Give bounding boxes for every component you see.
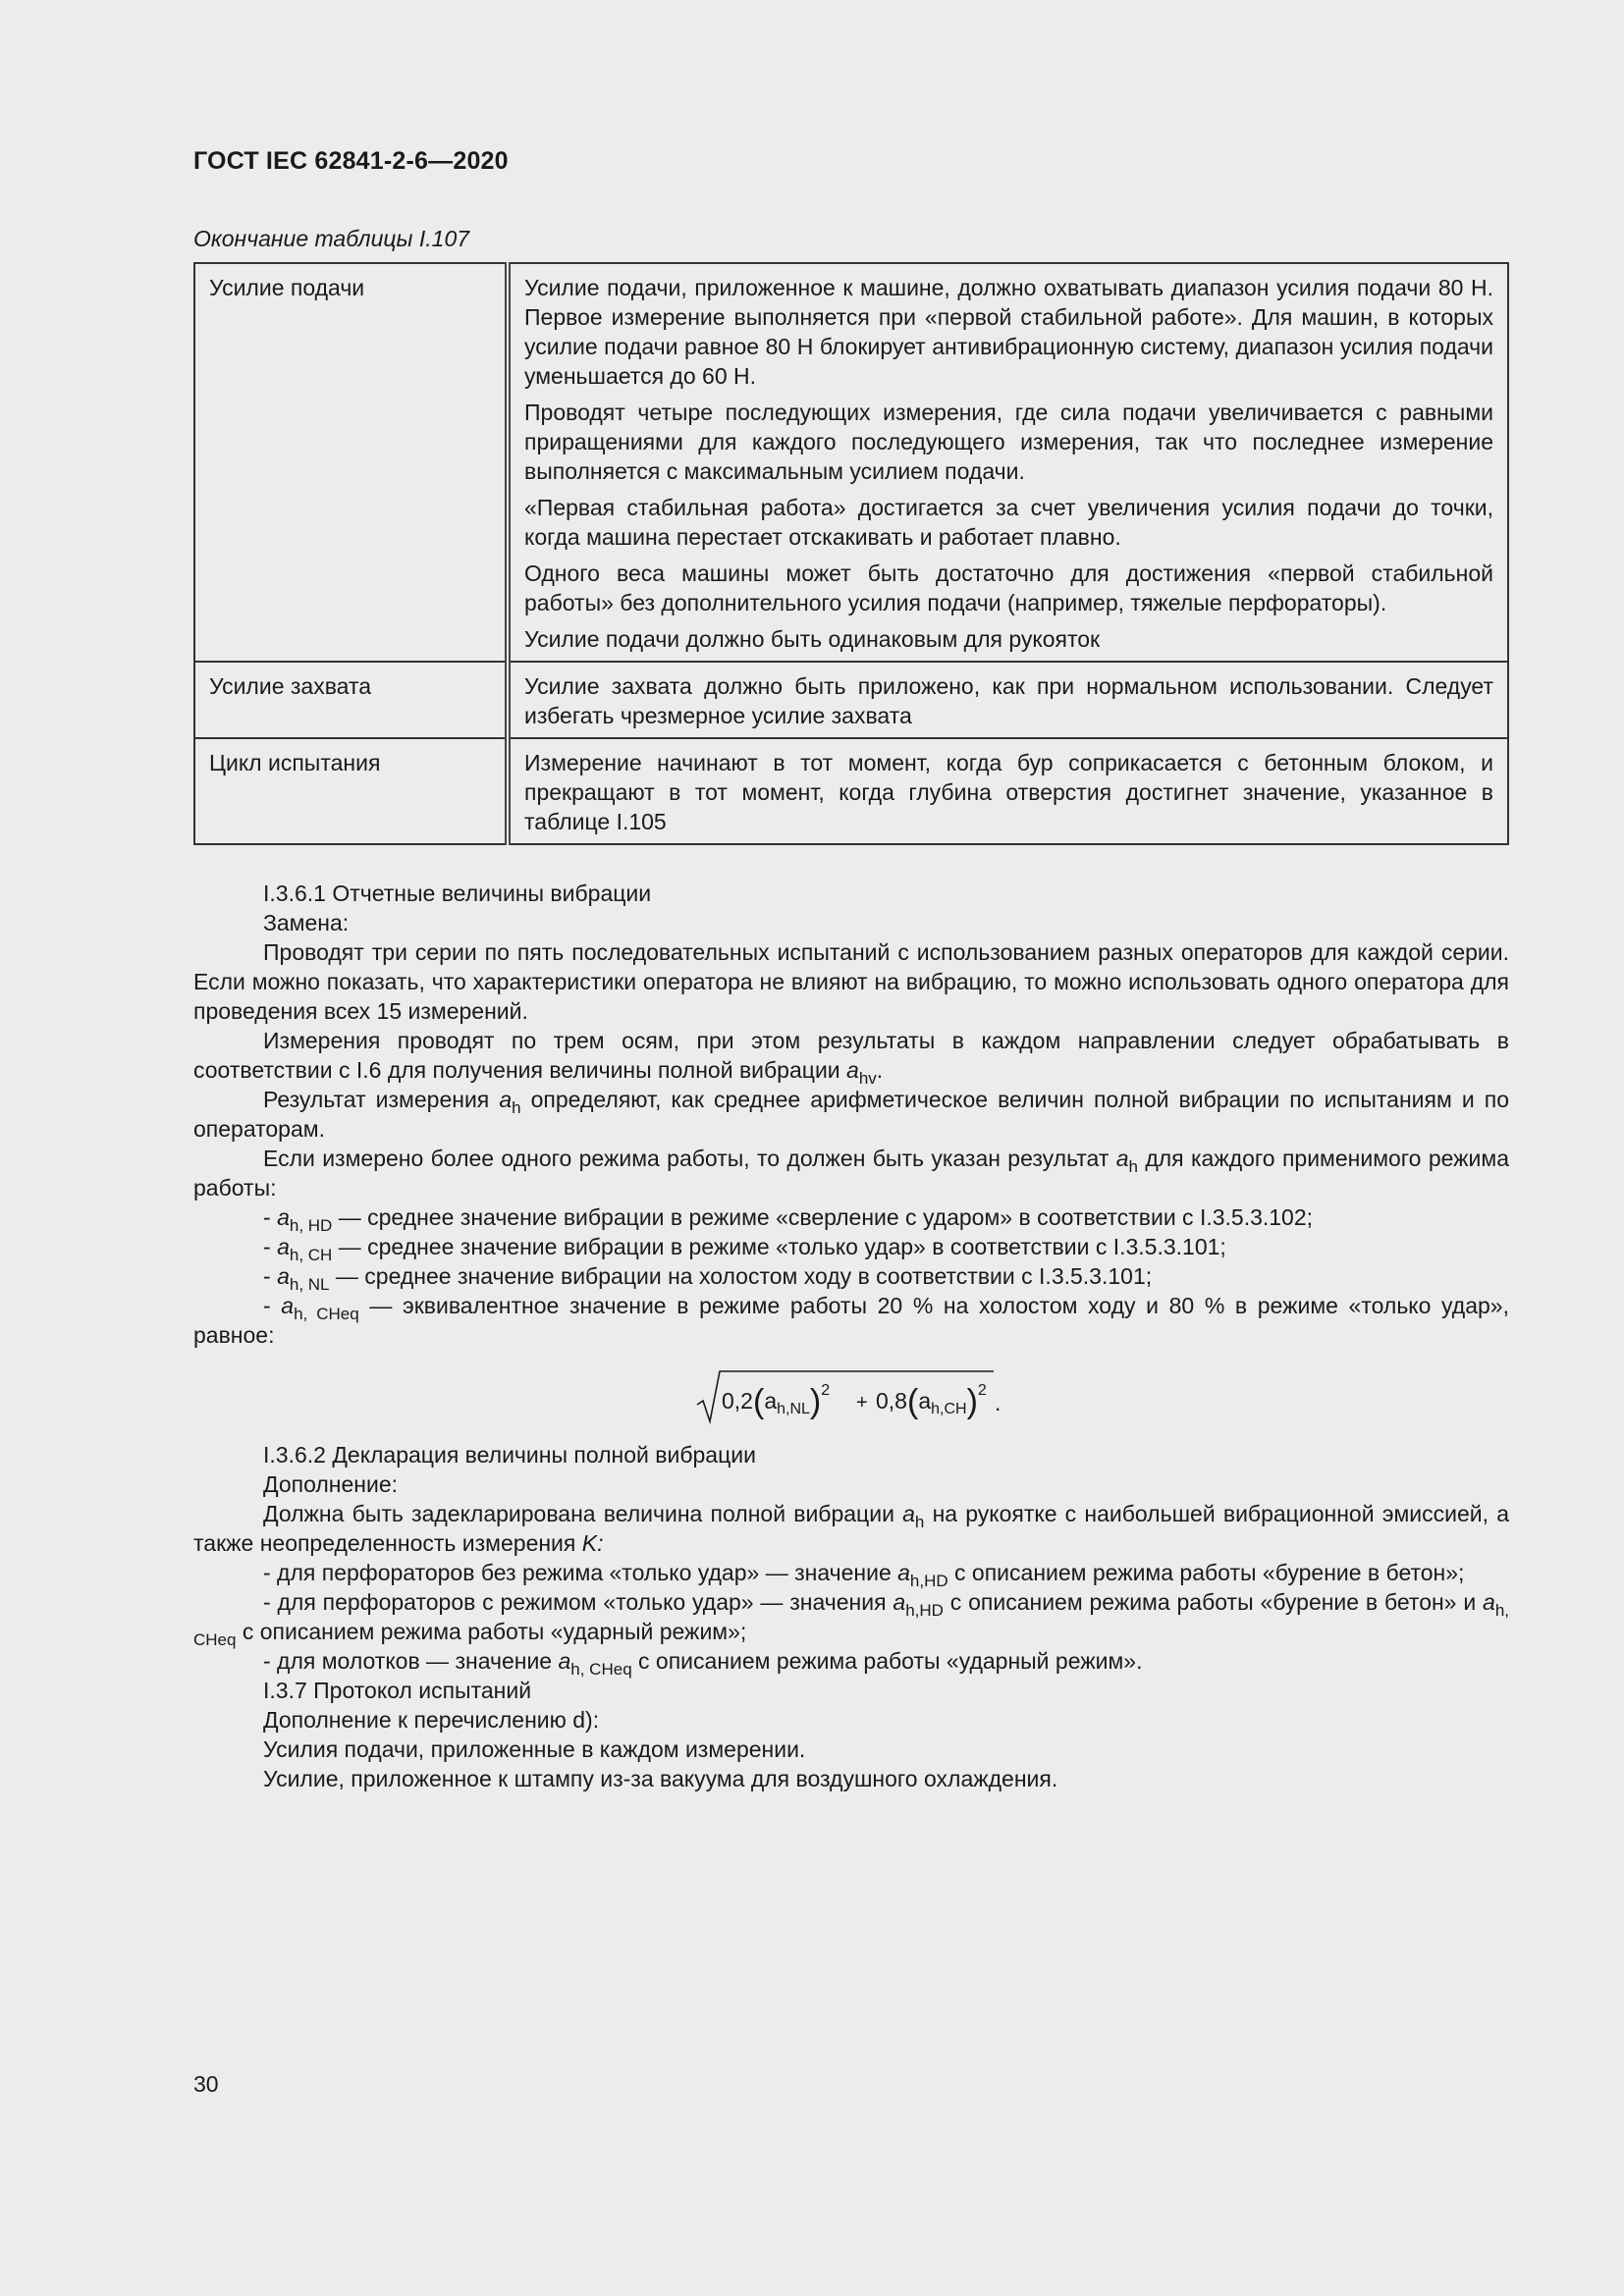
list-item: - для перфораторов без режима «только удар» — значение $a_{h,HD}$ с описанием режима работы «бурение в бетон»; [263, 1560, 1465, 1590]
row-label: Усилие подачи [194, 263, 508, 662]
document-body [193, 879, 1509, 1793]
list-item: - $a_{h, CH}$ — среднее значение вибрации в режиме «только удар» в соответствии с I.3.5.3.101; [263, 1234, 1226, 1264]
cell-paragraph: Одного веса машины может быть достаточно для достижения «первой стабильной работы» без дополнительного усилия подачи (например, тяжелые перфораторы). [524, 561, 1493, 615]
list-item: - для перфораторов с режимом «только удар» — значения $a_{h,HD}$ с описанием режима работы «бурение в бетон» и $a_{h, CHeq}$ с описанием режима работы «ударный режим»; [193, 1589, 1509, 1649]
formula-period: . [995, 1390, 1001, 1415]
paragraph: Результат измерения $a_h$ определяют, как среднее арифметическое величин полной вибрации по испытаниям и по операторам. [193, 1087, 1509, 1142]
document-code-header: ГОСТ IEC 62841-2-6—2020 [193, 147, 509, 175]
table-row [194, 263, 1508, 662]
amendment-label: Замена: [263, 910, 350, 935]
list-item: - $a_{h, CHeq}$ — эквивалентное значение в режиме работы 20 % на холостом ходу и 80 % в режиме «только удар», равное: [193, 1293, 1509, 1348]
formula-term-2: $0,8(a_{h,CH})^2$ [876, 1382, 987, 1420]
equivalent-vibration-formula [193, 1365, 1509, 1426]
list-item: - для молотков — значение $a_{h, CHeq}$ с описанием режима работы «ударный режим». [263, 1648, 1143, 1679]
row-description [508, 263, 1508, 662]
paragraph: Проводят три серии по пять последовательных испытаний с использованием разных операторов для каждой серии. Если можно показать, что характеристики оператора не влияют на вибрацию, то можно использовать одного оператора для проведения всех 15 измерений. [193, 939, 1509, 1024]
row-label: Цикл испытания [194, 738, 508, 844]
row-description [508, 738, 1508, 844]
page-number: 30 [193, 2071, 219, 2097]
cell-paragraph: Усилие подачи должно быть одинаковым для рукояток [524, 626, 1101, 652]
paragraph: Усилия подачи, приложенные в каждом измерении. [263, 1736, 806, 1762]
table-row [194, 662, 1508, 738]
test-conditions-table [193, 262, 1509, 845]
paragraph: Измерения проводят по трем осям, при этом результаты в каждом направлении следует обрабатывать в соответствии с I.6 для получения величины полной вибрации $a_{hv}$. [193, 1028, 1509, 1088]
cell-paragraph: «Первая стабильная работа» достигается за счет увеличения усилия подачи до точки, когда машина перестает отскакивать и работает плавно. [524, 495, 1493, 550]
cell-paragraph: Измерение начинают в тот момент, когда бур соприкасается с бетонным блоком, и прекращают в тот момент, когда глубина отверстия достигнет значение, указанное в таблице I.105 [524, 750, 1493, 834]
paragraph: Усилие, приложенное к штампу из-за вакуума для воздушного охлаждения. [263, 1766, 1058, 1791]
section-heading: I.3.6.2 Декларация величины полной вибрации [263, 1442, 756, 1468]
plus-sign: + [856, 1392, 868, 1414]
cell-paragraph: Проводят четыре последующих измерения, где сила подачи увеличивается с равными приращениями для каждого последующего измерения, так что последнее измерение выполняется с максимальным усилием подачи. [524, 400, 1493, 484]
paragraph: Должна быть задекларирована величина полной вибрации $a_h$ на рукоятке с наибольшей вибрационной эмиссией, а также неопределенность измерения K: [193, 1501, 1509, 1556]
table-caption: Окончание таблицы I.107 [193, 226, 470, 251]
row-label: Усилие захвата [194, 662, 508, 738]
amendment-label: Дополнение к перечислению d): [263, 1707, 600, 1733]
cell-paragraph: Усилие захвата должно быть приложено, как при нормальном использовании. Следует избегать чрезмерное усилие захвата [524, 673, 1493, 728]
table-row [194, 738, 1508, 844]
cell-paragraph: Усилие подачи, приложенное к машине, должно охватывать диапазон усилия подачи 80 Н. Первое измерение выполняется при «первой стабильной работе». Для машин, в которых усилие подачи равное 80 Н блокирует антивибрационную систему, диапазон усилия подачи уменьшается до 60 Н. [524, 275, 1493, 389]
amendment-label: Дополнение: [263, 1471, 399, 1497]
row-description [508, 662, 1508, 738]
list-item: - $a_{h, HD}$ — среднее значение вибрации в режиме «сверление с ударом» в соответствии с I.3.5.3.102; [263, 1204, 1314, 1235]
list-item: - $a_{h, NL}$ — среднее значение вибрации на холостом ходу в соответствии с I.3.5.3.101; [263, 1263, 1153, 1294]
formula-svg [694, 1365, 1008, 1426]
formula-term-1: $0,2(a_{h,NL})^2$ [722, 1382, 831, 1420]
paragraph: Если измерено более одного режима работы, то должен быть указан результат $a_h$ для каждого применимого режима работы: [193, 1146, 1509, 1201]
section-heading: I.3.6.1 Отчетные величины вибрации [263, 881, 652, 906]
section-heading: I.3.7 Протокол испытаний [263, 1678, 532, 1703]
